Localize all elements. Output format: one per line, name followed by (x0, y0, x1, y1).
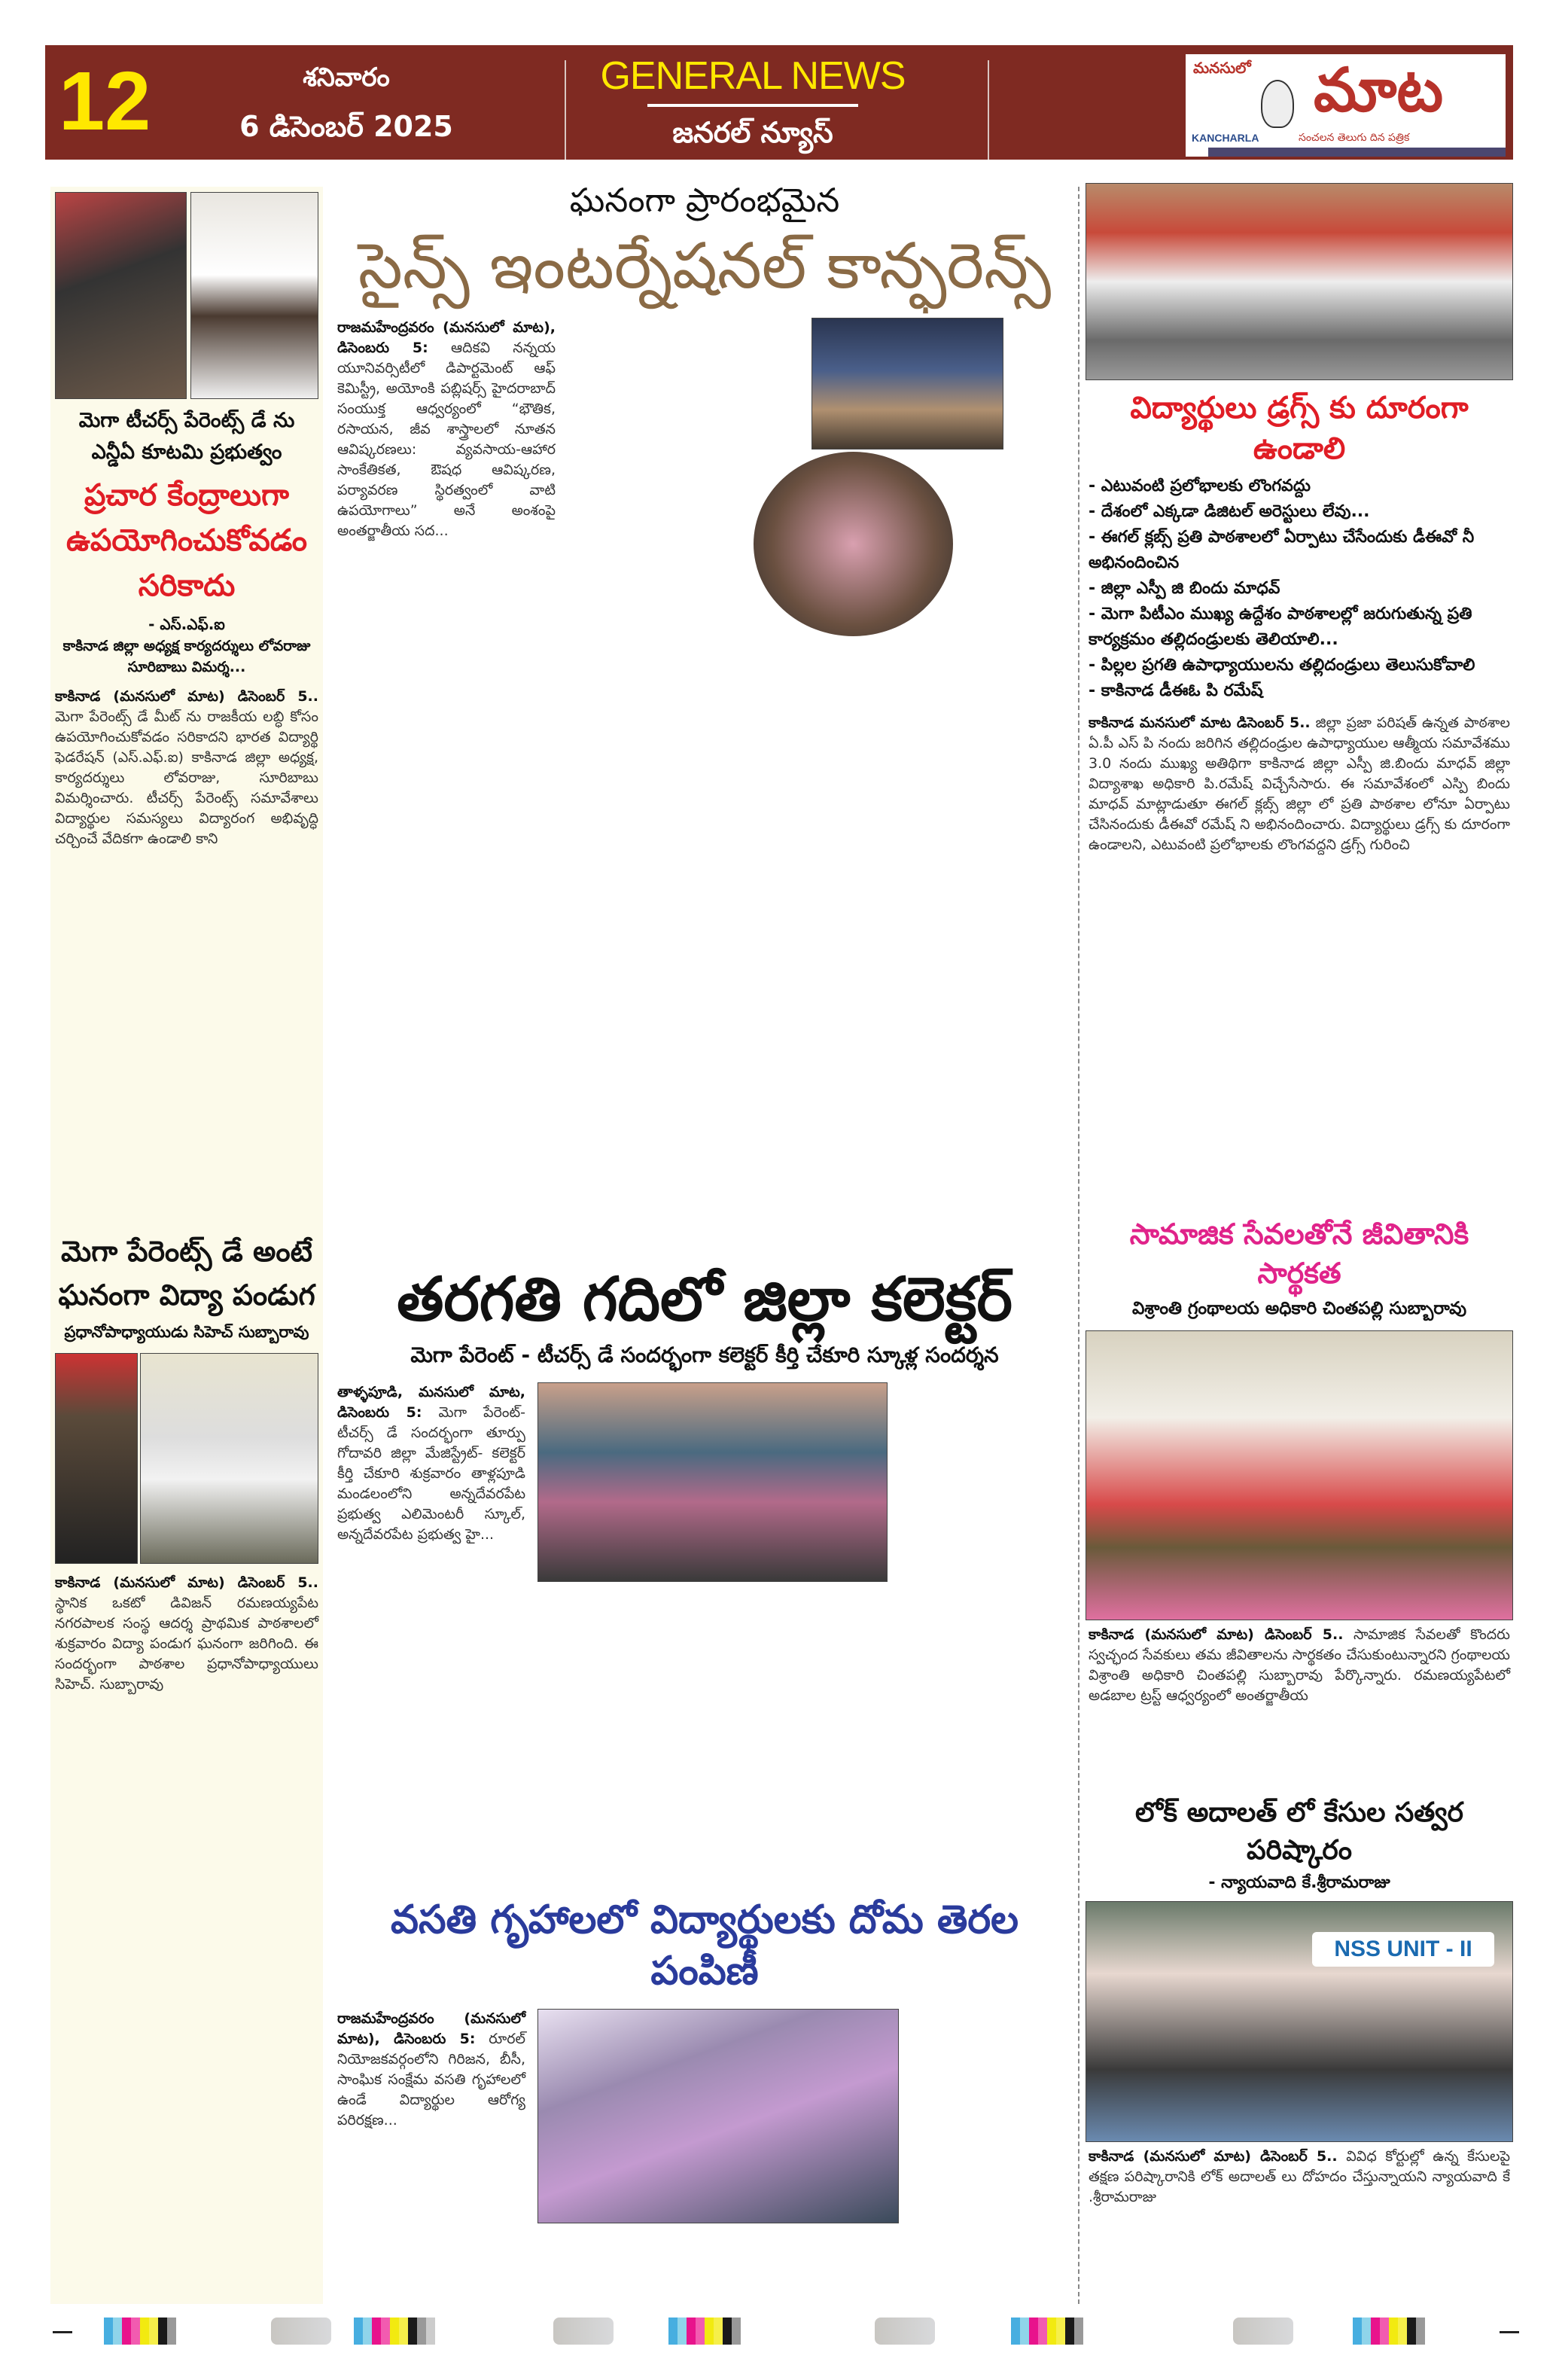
highlight-item: - పిల్లల ప్రగతి ఉపాధ్యాయులను తల్లిదండ్రులు తెలుసుకోవాలి (1089, 656, 1475, 675)
nss-banner: NSS UNIT - II (1312, 1932, 1494, 1967)
divider (565, 60, 566, 160)
hostel-headline: వసతి గృహాలలో విద్యార్థులకు దోమ తెరల పంపిణీ (390, 1897, 1019, 1994)
grey-patch (553, 2318, 614, 2345)
color-bar (1011, 2318, 1083, 2345)
dateline: కాకినాడ (మనసులో మాట) డిసెంబర్ 5.. (55, 688, 318, 705)
service-subline: విశ్రాంతి గ్రంథాలయ అధికారి చింతపల్లి సుబ్బారావు (1131, 1299, 1467, 1318)
color-bar (668, 2318, 741, 2345)
conference-story (337, 178, 1072, 1262)
lokadalat-story (1086, 1794, 1513, 2208)
article-body: వివిధ కోర్టుల్లో ఉన్న కేసులపై తక్షణ పరిష్కారానికి లోక్ అదాలత్ లు దోహదం చేస్తున్నాయని న్యాయవాది కే .శ్రీరామరాజు (1089, 2148, 1510, 2205)
service-headline: సామాజిక సేవలతోనే జీవితానికి సార్థకత (1129, 1217, 1469, 1290)
conference-headline: సైన్స్ ఇంటర్నేషనల్ కాన్ఫరెన్స్ (358, 229, 1052, 303)
sfi-subline: కాకినాడ జిల్లా అధ్యక్ష కార్యదర్శులు లోవరాజు సూరిబాబు విమర్శ... (62, 638, 311, 675)
portrait-icon (1261, 80, 1294, 128)
hostel-story (337, 1894, 1072, 2223)
photo-conference-lamp (751, 449, 955, 638)
drugs-highlights (1086, 474, 1513, 704)
dateline: కాకినాడ (మనసులో మాట) డిసెంబర్ 5.. (1089, 2148, 1338, 2165)
conference-kicker: ఘనంగా ప్రారంభమైన (569, 181, 840, 220)
lokadalat-headline: లోక్ అదాలత్ లో కేసుల సత్వర పరిష్కారం (1135, 1797, 1463, 1866)
service-article (1086, 1625, 1513, 1706)
dateline: రాజమహేంద్రవరం (మనసులో మాట), డిసెంబరు 5: (337, 2010, 525, 2047)
festival-article (55, 1573, 318, 1695)
highlight-item: - ఈగల్ క్లబ్స్ ప్రతి పాఠశాలలో ఏర్పాటు చేసేందుకు డీఈవో నీ అభినందించిన (1089, 528, 1475, 572)
logo-tagline: సంచలన తెలుగు దిన పత్రిక (1299, 132, 1410, 144)
photo-conference-stage (811, 318, 1003, 449)
collector-subline: మెగా పేరెంట్ - టీచర్స్ డే సందర్భంగా కలెక్టర్ కీర్తి చేకూరి స్కూళ్ల సందర్శన (410, 1342, 999, 1367)
logo-title: మాట (1314, 55, 1444, 125)
logo-brand: KANCHARLA (1192, 132, 1259, 144)
left-column (50, 187, 323, 2304)
photo-drugs-meeting (1086, 183, 1513, 380)
divider (988, 60, 989, 160)
photo-mosquito-nets (537, 2009, 899, 2223)
dateline: రాజమహేంద్రవరం (మనసులో మాట), డిసెంబరు 5: (337, 319, 556, 356)
collector-article (337, 1382, 525, 1545)
collector-headline: తరగతి గదిలో జిల్లా కలెక్టర్ (397, 1264, 1012, 1334)
page-number: 12 (59, 55, 151, 148)
article-body: ఆదికవి నన్నయ యూనివర్సిటీలో డిపార్టమెంట్ ఆఫ్ కెమిస్ట్రీ, అయోంకి పబ్లిషర్స్ హైదరాబాద్ సంయుక్త ఆధ్వర్యంలో “భౌతిక, రసాయన, జీవ శాస్త్రాలలో నూతన ఆవిష్కరణలు: వ్యవసాయ-ఆహార సాంకేతికత, ఔషధ ఆవిష్కరణ, పర్యావరణ స్థిరత్వంలో వాటి ఉపయోగాలు” అనే అంశంపై అంతర్జాతీయ సద... (337, 340, 556, 539)
festival-headline: మెగా పేరెంట్స్ డే అంటే ఘనంగా విద్యా పండుగ (58, 1235, 315, 1312)
section-title-en: GENERAL NEWS (600, 54, 906, 98)
drugs-headline: విద్యార్థులు డ్రగ్స్ కు దూరంగా ఉండాలి (1130, 391, 1469, 466)
color-bar (1353, 2318, 1425, 2345)
lokadalat-subline: - న్యాయవాది కే.శ్రీరామరాజు (1208, 1873, 1390, 1892)
article-body: రూరల్ నియోజకవర్గంలోని గిరిజన, బీసీ, సాంఘిక సంక్షేమ వసతి గృహాలలో ఉండే విద్యార్థుల ఆరోగ్య పరిరక్షణ... (337, 2031, 525, 2129)
article-body: మెగా పేరెంట్స్ డే మీట్ ను రాజకీయ లబ్ధి కోసం ఉపయోగించుకోవడం సరికాదని భారత విద్యార్థి ఫెడరేషన్ (ఎస్.ఎఫ్.ఐ) కాకినాడ జిల్లా అధ్యక్ష, కార్యదర్శులు లోవరాజు, సూరిబాబు విమర్శించారు. టీచర్స్ పేరెంట్స్ సమావేశాలు విద్యార్థుల సమస్యలు విద్యారంగ అభివృద్ధి చర్చించే వేదికగా ఉండాలి కాని (55, 709, 318, 847)
drugs-story (1086, 183, 1513, 1214)
logo-bar (1208, 148, 1506, 157)
sfi-headline: ప్రచార కేంద్రాలుగా ఉపయోగించుకోవడం సరికాదు (65, 478, 308, 603)
photo-portrait (190, 192, 318, 399)
article-body: స్థానిక ఒకటో డివిజన్ రమణయ్యపేట నగరపాలక సంస్థ ఆదర్శ ప్రాథమిక పాఠశాలలో శుక్రవారం విద్యా పండుగ ఘనంగా జరిగింది. ఈ సందర్భంగా పాఠశాల ప్రధానోపాధ్యాయులు సిహెచ్. సుబ్బారావు (55, 1595, 318, 1693)
festival-story (55, 1230, 318, 1695)
section-title-te: జనరల్ న్యూస్ (672, 116, 833, 149)
color-bar (354, 2318, 435, 2345)
issue-date: 6 డిసెంబర్ 2025 (239, 110, 453, 143)
highlight-item: - మెగా పిటీఎం ముఖ్య ఉద్దేశం పాఠశాలల్లో జరుగుతున్న ప్రతి కార్యక్రమం తల్లిదండ్రులకు తెలియాలి... (1089, 605, 1472, 649)
dateline: కాకినాడ మనసులో మాట డిసెంబర్ 5.. (1089, 715, 1311, 731)
registration-mark (1500, 2331, 1519, 2333)
divider (647, 104, 858, 107)
photo-lok-adalat (1086, 1901, 1513, 2142)
grey-patch (1233, 2318, 1293, 2345)
highlight-item: - కాకినాడ డీఈఓ పి రమేష్ (1089, 681, 1263, 700)
newspaper-logo (1186, 54, 1506, 157)
grey-patch (875, 2318, 935, 2345)
right-column (1086, 183, 1513, 2306)
registration-mark (53, 2331, 72, 2333)
conference-photos (571, 318, 1022, 641)
conference-article (337, 318, 556, 541)
logo-small-text: మనసులో (1193, 59, 1251, 77)
collector-story (337, 1262, 1072, 1894)
highlight-item: - దేశంలో ఎక్కడా డిజిటల్ అరెస్టులు లేవు... (1089, 502, 1370, 521)
drugs-article (1086, 713, 1513, 855)
weekday: శనివారం (303, 62, 390, 93)
sfi-article (55, 687, 318, 849)
photo-speaker (55, 192, 187, 399)
column-divider (1078, 187, 1079, 2304)
sfi-story (55, 192, 318, 1230)
photo-headmaster (140, 1353, 318, 1564)
lokadalat-article (1086, 2147, 1513, 2208)
sfi-byline: - ఎస్.ఎఫ్.ఐ (148, 615, 225, 633)
grey-patch (271, 2318, 331, 2345)
photo-felicitation (1086, 1330, 1513, 1620)
article-body: జిల్లా ప్రజా పరిషత్ ఉన్నత పాఠశాల ఏ.పీ ఎస్ పి నందు జరిగిన తల్లిదండ్రుల ఉపాధ్యాయుల ఆత్మీయ సమావేశము 3.0 నందు ముఖ్య అతిథిగా కాకినాడ జిల్లా ఎస్పీ జి.బిందు మాధవ్ జిల్లా విద్యాశాఖ అధికారి పి.రమేష్ విచ్చేసేసారు. ఈ సమావేశంలో ఎస్పి బిందు మాధవ్ మాట్లాడుతూ ఈగల్ క్లబ్స్ జిల్లా లో ప్రతి పాఠశాల లోనూ ఏర్పాటు చేసినందుకు డీఈవో రమేష్ ని అభినందించారు. విద్యార్థులు డ్రగ్స్ కు దూరంగా ఉండాలని, ఎటువంటి ప్రలోభాలకు లొంగవద్దని డ్రగ్స్ గురించి (1089, 715, 1510, 853)
dateline: కాకినాడ (మనసులో మాట) డిసెంబర్ 5.. (55, 1574, 318, 1591)
hostel-article (337, 2009, 525, 2131)
dateline: కాకినాడ (మనసులో మాట) డిసెంబర్ 5.. (1089, 1626, 1344, 1643)
dateline: తాళ్ళపూడి, మనసులో మాట, డిసెంబరు 5: (337, 1384, 525, 1421)
middle-column (337, 178, 1072, 2308)
masthead (45, 45, 1513, 160)
photo-audience (55, 1353, 138, 1564)
service-story (1086, 1214, 1513, 1794)
article-body: సామాజిక సేవలతో కొందరు స్వచ్ఛంద సేవకులు తమ జీవితాలను సార్థకతం చేసుకుంటున్నారని గ్రంథాలయ విశ్రాంతి అధికారి చింతపల్లి సుబ్బారావు పేర్కొన్నారు. రమణయ్యపేటలో అడబాల ట్రస్ట్ ఆధ్వర్యంలో అంతర్జాతీయ (1089, 1626, 1510, 1704)
sfi-kicker: మెగా టీచర్స్ పేరెంట్స్ డే ను ఎన్డీఏ కూటమి ప్రభుత్వం (78, 409, 295, 464)
highlight-item: - ఎటువంటి ప్రలోభాలకు లొంగవద్దు (1089, 477, 1311, 495)
festival-subline: ప్రధానోపాధ్యాయుడు సిహెచ్ సుబ్బారావు (64, 1323, 309, 1341)
color-bar (104, 2318, 176, 2345)
photo-collector-classroom (537, 1382, 888, 1582)
highlight-item: - జిల్లా ఎస్పీ జి బిందు మాధవ్ (1089, 579, 1280, 598)
article-body: మెగా పేరెంట్- టీచర్స్ డే సందర్భంగా తూర్పు గోదావరి జిల్లా మేజిస్ట్రేట్- కలెక్టర్ కీర్తి చేకూరి శుక్రవారం తాళ్లపూడి మండలంలోని అన్నదేవరపేట ప్రభుత్వ ఎలిమెంటరీ స్కూల్, అన్నదేవరపేట ప్రభుత్వ హై... (337, 1404, 525, 1543)
